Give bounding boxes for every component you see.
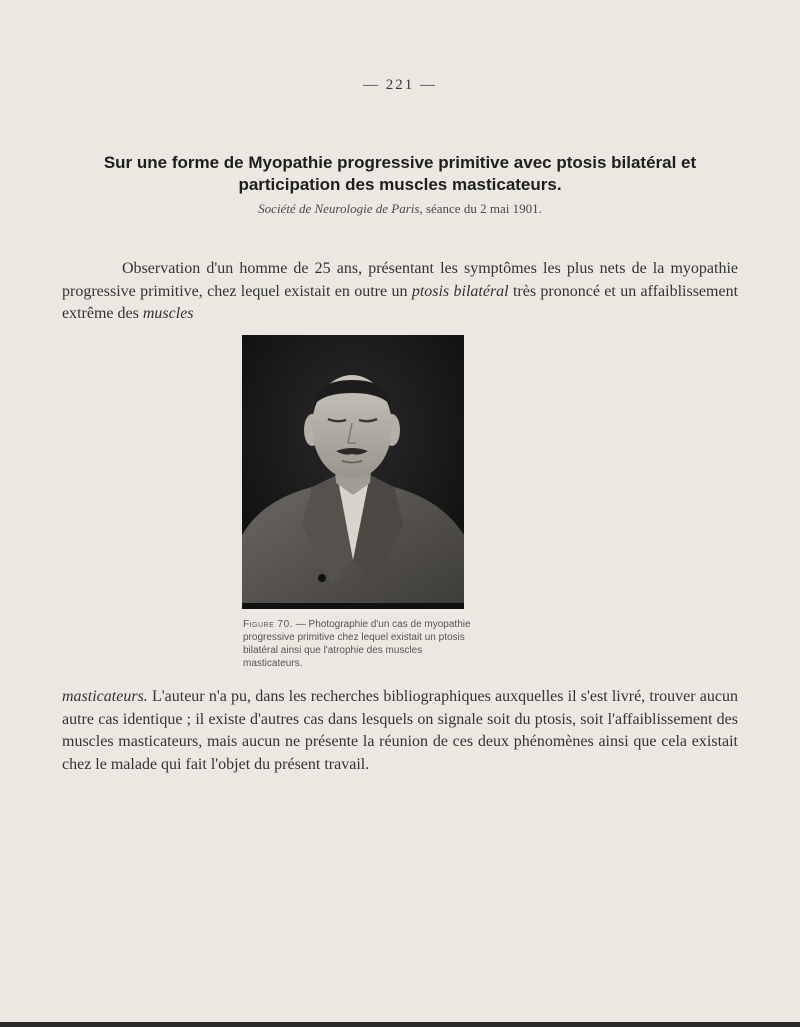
- paragraph-text: très prononcé et un affaiblissement extrême des: [62, 282, 739, 322]
- session-date: , séance du 2 mai 1901.: [419, 201, 542, 216]
- figure-photograph: [242, 335, 464, 609]
- paragraph-text: Observation d'un homme de 25 ans, présentant les symptômes les plus nets de la myopathie progressive primitive, chez lequel existait en outre un: [62, 260, 738, 300]
- page-number: — 221 —: [363, 77, 437, 93]
- caption-text: — Photographie d'un cas de myopathie progressive primitive chez lequel existait un ptosis bilatéral ainsi que l'atrophie des muscles masticateurs.: [243, 619, 471, 669]
- session-info: [0, 201, 800, 217]
- italic-term-masticateurs: masticateurs.: [62, 688, 148, 705]
- figure-caption: [243, 618, 483, 670]
- society-name: Société de Neurologie de Paris: [258, 201, 420, 216]
- paragraph-observation: [62, 258, 738, 326]
- paragraph-text: L'auteur n'a pu, dans les recherches bibliographiques auxquelles il s'est livré, trouver aucun autre cas identique ; il existe d'autres cas dans lesquels on signale soit du ptosis, soit l'affaiblissement des muscles masticateurs, mais aucun ne présente la réunion de ces deux phénomènes ainsi que cela existait chez le malade qui fait l'objet du présent travail.: [62, 688, 738, 773]
- paragraph-continuation: [62, 686, 738, 776]
- page-bottom-edge: [0, 1022, 800, 1027]
- article-title: Sur une forme de Myopathie progressive primitive avec ptosis bilatéral et participation des muscles masticateurs.: [103, 153, 697, 194]
- figure-label: Figure 70.: [243, 619, 293, 630]
- italic-term-ptosis: ptosis bilatéral: [411, 282, 509, 300]
- italic-term-muscles: muscles: [142, 305, 194, 322]
- portrait-image: [242, 335, 464, 609]
